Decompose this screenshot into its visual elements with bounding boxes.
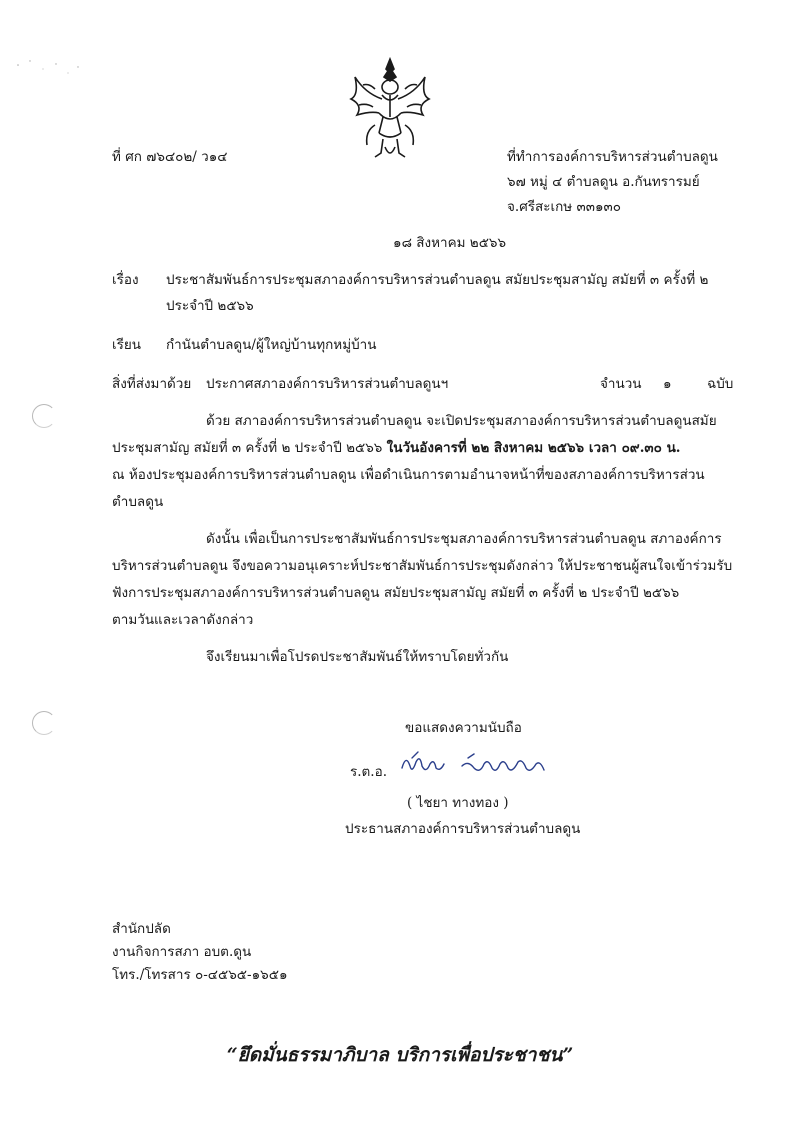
signatory-proxy: ร.ต.อ. [350, 764, 387, 780]
office-address-line1: ที่ทำการองค์การบริหารส่วนตำบลดูน [507, 149, 718, 165]
document-number: ที่ ศก ๗๖๔๐๒/ ว๑๔ [112, 149, 228, 165]
recipient-text: กำนันตำบลดูน/ผู้ใหญ่บ้านทุกหมู่บ้าน [166, 337, 377, 353]
body-p2-line2: บริหารส่วนตำบลดูน จึงขอความอนุเคราะห์ประชาสัมพันธ์การประชุมดังกล่าว ให้ประชาชนผู้สนใจเข้าร่วมรับ [112, 558, 733, 574]
office-address-line3: จ.ศรีสะเกษ ๓๓๑๓๐ [507, 199, 621, 215]
document-date: ๑๘ สิงหาคม ๒๕๖๖ [393, 235, 507, 251]
scan-specks [8, 55, 88, 85]
footer-section: งานกิจการสภา อบต.ดูน [112, 944, 252, 960]
office-address-line2: ๖๗ หมู่ ๔ ตำบลดูน อ.กันทรารมย์ [507, 174, 700, 190]
body-p2-line4: ตามวันและเวลาดังกล่าว [112, 612, 254, 628]
subject-line2: ประจำปี ๒๕๖๖ [166, 298, 254, 314]
enclosure-text: ประกาศสภาองค์การบริหารส่วนตำบลดูนฯ [206, 376, 449, 392]
enclosure-unit: ฉบับ [707, 376, 734, 392]
punch-hole-lower [32, 711, 56, 735]
garuda-emblem [345, 55, 435, 163]
closing-regards: ขอแสดงความนับถือ [405, 720, 522, 736]
enclosure-qty: ๑ [663, 376, 672, 392]
enclosure-qty-label: จำนวน [600, 376, 642, 392]
organization-motto: “ยึดมั่นธรรมาภิบาล บริการเพื่อประชาชน” [226, 1044, 574, 1066]
meeting-datetime: ในวันอังคารที่ ๒๒ สิงหาคม ๒๕๖๖ เวลา ๐๙.๓๐ น. [386, 440, 681, 456]
recipient-label: เรียน [112, 337, 142, 353]
enclosure-label: สิ่งที่ส่งมาด้วย [112, 376, 192, 392]
footer-phone: โทร./โทรสาร ๐-๔๕๖๕-๑๖๕๑ [112, 967, 288, 983]
body-p2-line1: ดังนั้น เพื่อเป็นการประชาสัมพันธ์การประชุมสภาองค์การบริหารส่วนตำบลดูน สภาองค์การ [206, 531, 722, 547]
body-p1-line4: ตำบลดูน [112, 494, 164, 510]
subject-label: เรื่อง [112, 272, 139, 288]
signatory-position: ประธานสภาองค์การบริหารส่วนตำบลดูน [345, 821, 581, 837]
body-p1-line2 [112, 436, 681, 458]
body-p2-line3: ฟังการประชุมสภาองค์การบริหารส่วนตำบลดูน สมัยประชุมสามัญ สมัยที่ ๓ ครั้งที่ ๒ ประจำปี ๒๕๖๖ [112, 585, 680, 601]
body-p3: จึงเรียนมาเพื่อโปรดประชาสัมพันธ์ให้ทราบโดยทั่วกัน [206, 649, 509, 665]
body-p1-line1: ด้วย สภาองค์การบริหารส่วนตำบลดูน จะเปิดประชุมสภาองค์การบริหารส่วนตำบลดูนสมัย [206, 413, 717, 429]
footer-department: สำนักปลัด [112, 921, 171, 937]
body-p1-line3: ณ ห้องประชุมองค์การบริหารส่วนตำบลดูน เพื่อดำเนินการตามอำนาจหน้าที่ของสภาองค์การบริหารส่วน [112, 467, 705, 483]
subject-line1: ประชาสัมพันธ์การประชุมสภาองค์การบริหารส่วนตำบลดูน สมัยประชุมสามัญ สมัยที่ ๓ ครั้งที่ ๒ [166, 272, 709, 288]
signatory-name: ( ไชยา ทางทอง ) [407, 795, 509, 811]
handwritten-signature [398, 748, 558, 782]
punch-hole-upper [32, 404, 56, 428]
body-p1-line2-text: ประชุมสามัญ สมัยที่ ๓ ครั้งที่ ๒ ประจำปี ๒๕๖๖ [112, 440, 387, 456]
